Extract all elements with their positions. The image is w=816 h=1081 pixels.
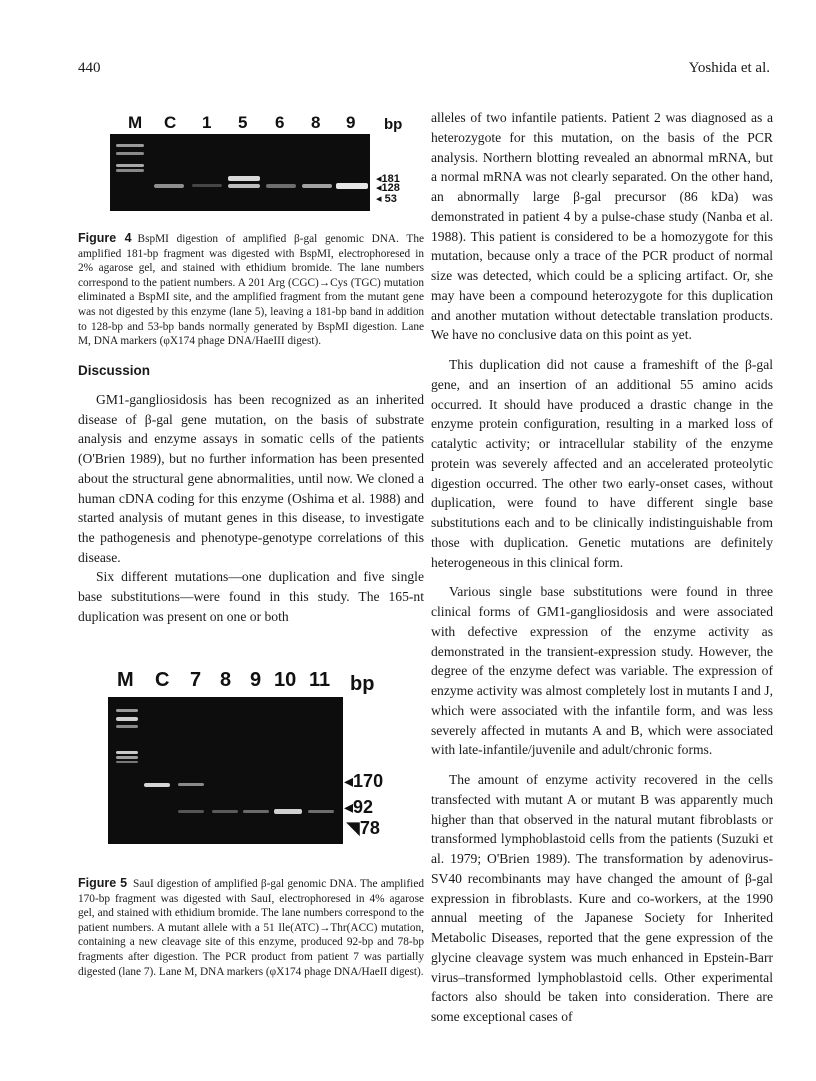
lane-label: 1	[202, 113, 212, 132]
lane-1-band	[192, 184, 222, 187]
paragraph: Six different mutations—one duplication and five single base substitutions—were found in this study. The 165-nt duplication was present on one or both	[78, 569, 424, 624]
lane-5-band-128	[228, 184, 260, 188]
lane-label: C	[155, 669, 170, 691]
lane-label: 11	[309, 669, 331, 691]
lane-label: 9	[346, 113, 356, 132]
lane-7-band-170	[178, 783, 204, 786]
lane-label: 8	[311, 113, 321, 132]
figure-4-caption	[78, 231, 424, 349]
marker-band	[116, 709, 138, 712]
marker-band	[116, 144, 144, 147]
figure-4-label: Figure 4	[78, 231, 132, 245]
paragraph: GM1-gangliosidosis has been recognized as an inherited disease of β-gal gene mutation, on the basis of substrate analysis and enzyme assays in somatic cells of the patients (O'Brien 1989), but no further information has been presented about the structural gene abnormalities, until now. We cloned a human cDNA coding for this enzyme (Oshima et al. 1988) and started analysis of mutant genes in this disease, to investigate the pathogenesis and phenotype-genotype correlations of this disease.	[78, 392, 424, 565]
marker-128: ◂128	[376, 182, 400, 194]
lane-label: C	[164, 113, 177, 132]
running-head: Yoshida et al.	[688, 60, 770, 76]
paragraph: The amount of enzyme activity recovered in the cells transfected with mutant A or mutant B was apparently much higher than that observed in the natural mutant fibroblasts or transformed lymphoblastoid cells from the patients (Suzuki et al. 1979; O'Brien 1989). The transformation by adenovirus-SV40 recombinants may have changed the amount of β-gal expression in fibroblasts. Kure and co-workers, at the 1990 annual meeting of the Japanese Society for Inherited Metabolic Diseases, reported that the gene expression of the glycine cleavage system was much enhanced in Epstein-Barr virus–transformed lymphoblastoid cells. Other experimental factors also should be taken into consideration. There are some exceptional cases of	[431, 772, 773, 1024]
lane-6-band	[266, 184, 296, 188]
figure-4-gel-image	[110, 134, 370, 211]
figure-5-gel-image	[108, 697, 343, 844]
page-number: 440	[78, 60, 101, 76]
lane-label: M	[117, 669, 134, 691]
right-column-text	[431, 108, 773, 1027]
lane-7-band-92	[178, 810, 204, 813]
lane-9-band	[336, 183, 368, 189]
bp-label: bp	[384, 116, 403, 133]
marker-92: ◂92	[344, 797, 374, 817]
figure-4-caption-text: BspMI digestion of amplified β-gal genomic DNA. The amplified 181-bp fragment was digested with BspMI, electrophoresed in 2% agarose gel, and stained with ethidium bromide. The lane numbers correspond to the patient numbers. A 201 Arg (CGC)→Cys (TGC) mutation eliminated a BspMI site, and the amplified fragment from the mutant gene was not digested by this enzyme (lane 5), leaving a 181-bp band in addition to 128-bp and 53-bp bands normally generated by BspMI digestion. Lane M, DNA markers (φX174 phage DNA/HaeIII digest).	[78, 233, 424, 348]
marker-53: ◂ 53	[376, 193, 397, 205]
marker-band	[116, 717, 138, 721]
paragraph: alleles of two infantile patients. Patient 2 was diagnosed as a heterozygote for this mutation, on the basis of the PCR analysis. Northern blotting revealed an abnormal mRNA, but a normal mRNA was not clearly separated. On the other hand, an abnormally large β-gal precursor (86 kDa) was demonstrated in patient 4 by a pulse-chase study (Nanba et al. 1988). This patient is considered to be a homozygote for this mutation, because only a trace of the PCR product of normal size was detected, which could be a splicing artifact. Or, she may have been a compound heterozygote for this duplication and another mutation without detectable translation products. We have no conclusive data on this point as yet.	[431, 110, 773, 343]
marker-band	[116, 751, 138, 754]
lane-10-band	[274, 809, 302, 814]
paragraph: This duplication did not cause a frameshift of the β-gal gene, and an insertion of an additional 55 amino acids occurred. It should have produced a drastic change in the enzyme protein configuration, resulting in a marked loss of catalytic activity; or intracellular stability of the enzyme protein was severely affected and an accelerated proteolytic digestion occurred. The other two early-onset cases, without duplication, were found to have different single base substitutions each and to be clinically indistinguishable from those with duplication. Genetic mutations are definitely heterogeneous in this clinical form.	[431, 357, 773, 570]
paragraph: Various single base substitutions were found in three clinical forms of GM1-gangliosidosis and were associated with defective expression of the enzyme activity as demonstrated in the transient-expression study. However, the degree of the enzyme defect was variable. The expression of enzyme activity was almost completely lost in mutants I and J, which were associated with the infantile form, and was less severely affected in mutants A and B, which were associated with late-infantile/juvenile and adult/chronic forms.	[431, 584, 773, 758]
lane-9-band	[243, 810, 269, 813]
marker-78: ◥78	[346, 818, 380, 838]
lane-8-band	[212, 810, 238, 813]
discussion-heading: Discussion	[78, 363, 151, 378]
marker-band	[116, 152, 144, 155]
lane-c-band	[154, 184, 184, 188]
marker-band	[116, 164, 144, 167]
marker-170: ◂170	[344, 771, 384, 791]
marker-band	[116, 725, 138, 728]
lane-label: 10	[274, 669, 297, 691]
lane-5-band-181	[228, 176, 260, 181]
lane-label: 6	[275, 113, 285, 132]
bp-label: bp	[350, 673, 375, 695]
figure-5-caption-text: SauI digestion of amplified β-gal genomic DNA. The amplified 170-bp fragment was digested with SauI, electrophoresed in 4% agarose gel, and stained with ethidium bromide. The lane numbers correspond to the patient numbers. A mutant allele with a 51 Ile(ATC)→Thr(ACC) mutation, containing a new cleavage site of this enzyme, produced 92-bp and 78-bp fragments after digestion. The PCR product from patient 7 was partially digested (lane 7). Lane M, DNA markers (φX174 phage DNA/HaeII digest).	[78, 878, 424, 978]
lane-label: 8	[220, 669, 232, 691]
lane-label: 5	[238, 113, 248, 132]
marker-band	[116, 761, 138, 763]
lane-8-band	[302, 184, 332, 188]
lane-c-band	[144, 783, 170, 787]
marker-181: ◂181	[376, 173, 400, 185]
lane-label: M	[128, 113, 143, 132]
lane-label: 7	[190, 669, 202, 691]
figure-5-label: Figure 5	[78, 876, 128, 890]
left-column-text	[78, 390, 424, 626]
figure-5-caption	[78, 876, 424, 979]
marker-band	[116, 169, 144, 172]
lane-11-band	[308, 810, 334, 813]
lane-label: 9	[250, 669, 262, 691]
marker-band	[116, 756, 138, 759]
